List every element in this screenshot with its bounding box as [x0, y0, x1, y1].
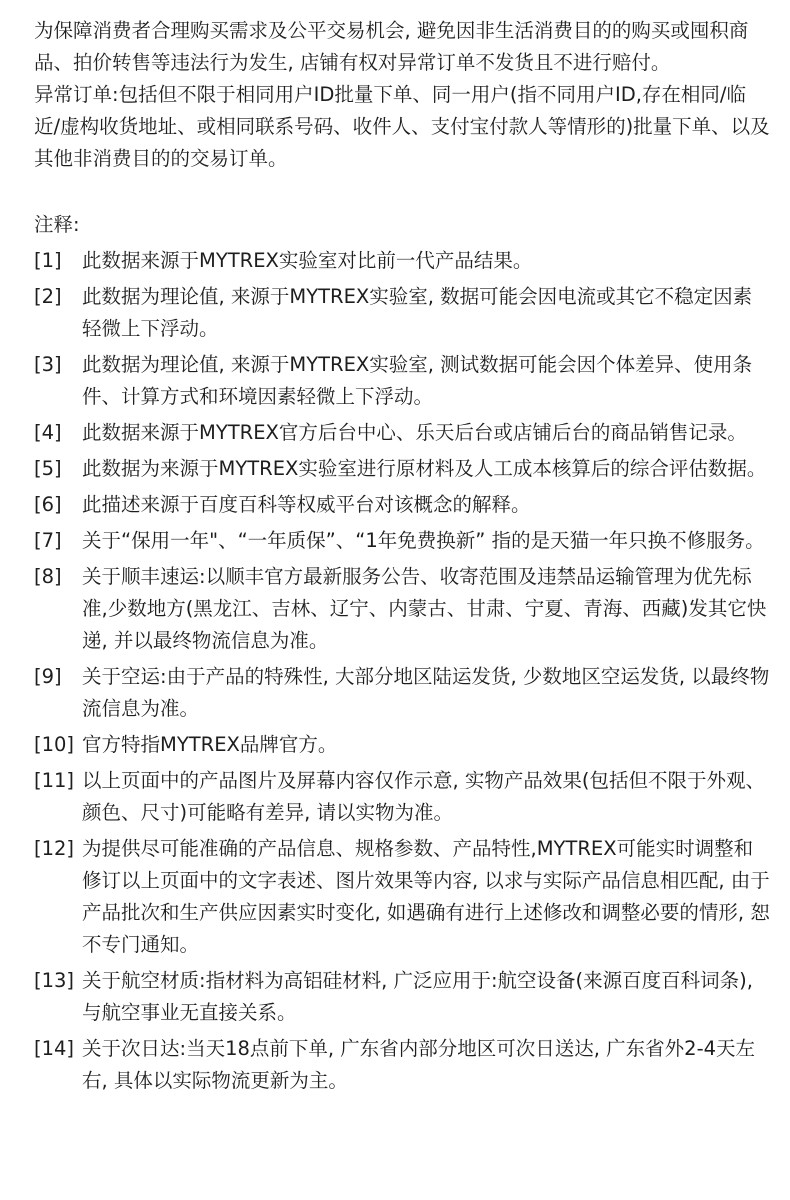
notes-list [34, 245, 770, 1097]
note-text: 此数据为来源于MYTREX实验室进行原材料及人工成本核算后的综合评估数据。 [82, 457, 767, 480]
note-number: [14] [34, 1037, 75, 1060]
note-number: [12] [34, 837, 75, 860]
note-number: [13] [34, 969, 75, 992]
intro-paragraph-abnormal-orders: 异常订单:包括但不限于相同用户ID批量下单、同一用户(指不同用户ID,存在相同/临近/虚构收货地址、或相同联系号码、收件人、支付宝付款人等情形的)批量下单、以及其他非消费目的的交易订单。 [34, 83, 770, 170]
note-item [34, 965, 770, 1029]
note-number: [3] [34, 353, 62, 376]
intro-paragraph-purchase-policy: 为保障消费者合理购买需求及公平交易机会, 避免因非生活消费目的的购买或囤积商品、拍价转售等违法行为发生, 店铺有权对异常订单不发货且不进行赔付。 [34, 19, 749, 74]
note-item [34, 417, 770, 449]
note-text: 此数据为理论值, 来源于MYTREX实验室, 数据可能会因电流或其它不稳定因素轻微上下浮动。 [82, 285, 753, 340]
note-text: 此描述来源于百度百科等权威平台对该概念的解释。 [82, 493, 531, 516]
note-text: 关于次日达:当天18点前下单, 广东省内部分地区可次日送达, 广东省外2-4天左右, 具体以实际物流更新为主。 [82, 1037, 756, 1092]
note-text: 关于顺丰速运:以顺丰官方最新服务公告、收寄范围及违禁品运输管理为优先标准,少数地方(黑龙江、吉林、辽宁、内蒙古、甘肃、宁夏、青海、西藏)发其它快递, 并以最终物流信息为准。 [82, 565, 767, 652]
note-text: 此数据来源于MYTREX实验室对比前一代产品结果。 [82, 249, 533, 272]
note-number: [11] [34, 769, 75, 792]
note-text: 为提供尽可能准确的产品信息、规格参数、产品特性,MYTREX可能实时调整和修订以上页面中的文字表述、图片效果等内容, 以求与实际产品信息相匹配, 由于产品批次和生产供应因素实时变化, 如遇确有进行上述修改和调整必要的情形, 恕不专门通知。 [82, 837, 770, 956]
note-text: 此数据来源于MYTREX官方后台中心、乐天后台或店铺后台的商品销售记录。 [82, 421, 747, 444]
note-item [34, 453, 770, 485]
note-text: 关于航空材质:指材料为高铝硅材料, 广泛应用于:航空设备(来源百度百科词条),与航空事业无直接关系。 [82, 969, 753, 1024]
note-item [34, 245, 770, 277]
note-number: [8] [34, 565, 62, 588]
note-number: [6] [34, 493, 62, 516]
note-item [34, 833, 770, 961]
note-number: [4] [34, 421, 62, 444]
note-number: [9] [34, 665, 62, 688]
note-text: 此数据为理论值, 来源于MYTREX实验室, 测试数据可能会因个体差异、使用条件、计算方式和环境因素轻微上下浮动。 [82, 353, 753, 408]
note-item [34, 765, 770, 829]
note-item [34, 281, 770, 345]
note-item [34, 1033, 770, 1097]
note-number: [2] [34, 285, 62, 308]
note-number: [1] [34, 249, 62, 272]
note-number: [7] [34, 529, 62, 552]
note-text: 官方特指MYTREX品牌官方。 [82, 733, 338, 756]
note-item [34, 561, 770, 657]
section-spacer [34, 175, 770, 207]
note-item [34, 489, 770, 521]
note-text: 关于“保用一年"、“一年质保”、“1年免费换新” 指的是天猫一年只换不修服务。 [82, 529, 765, 552]
note-number: [5] [34, 457, 62, 480]
note-item [34, 349, 770, 413]
note-text: 关于空运:由于产品的特殊性, 大部分地区陆运发货, 少数地区空运发货, 以最终物流信息为准。 [82, 665, 770, 720]
notes-title: 注释: [34, 213, 80, 236]
note-item [34, 661, 770, 725]
note-text: 以上页面中的产品图片及屏幕内容仅作示意, 实物产品效果(包括但不限于外观、颜色、尺寸)可能略有差异, 请以实物为准。 [82, 769, 766, 824]
note-item [34, 729, 770, 761]
note-item [34, 525, 770, 557]
note-number: [10] [34, 733, 75, 756]
